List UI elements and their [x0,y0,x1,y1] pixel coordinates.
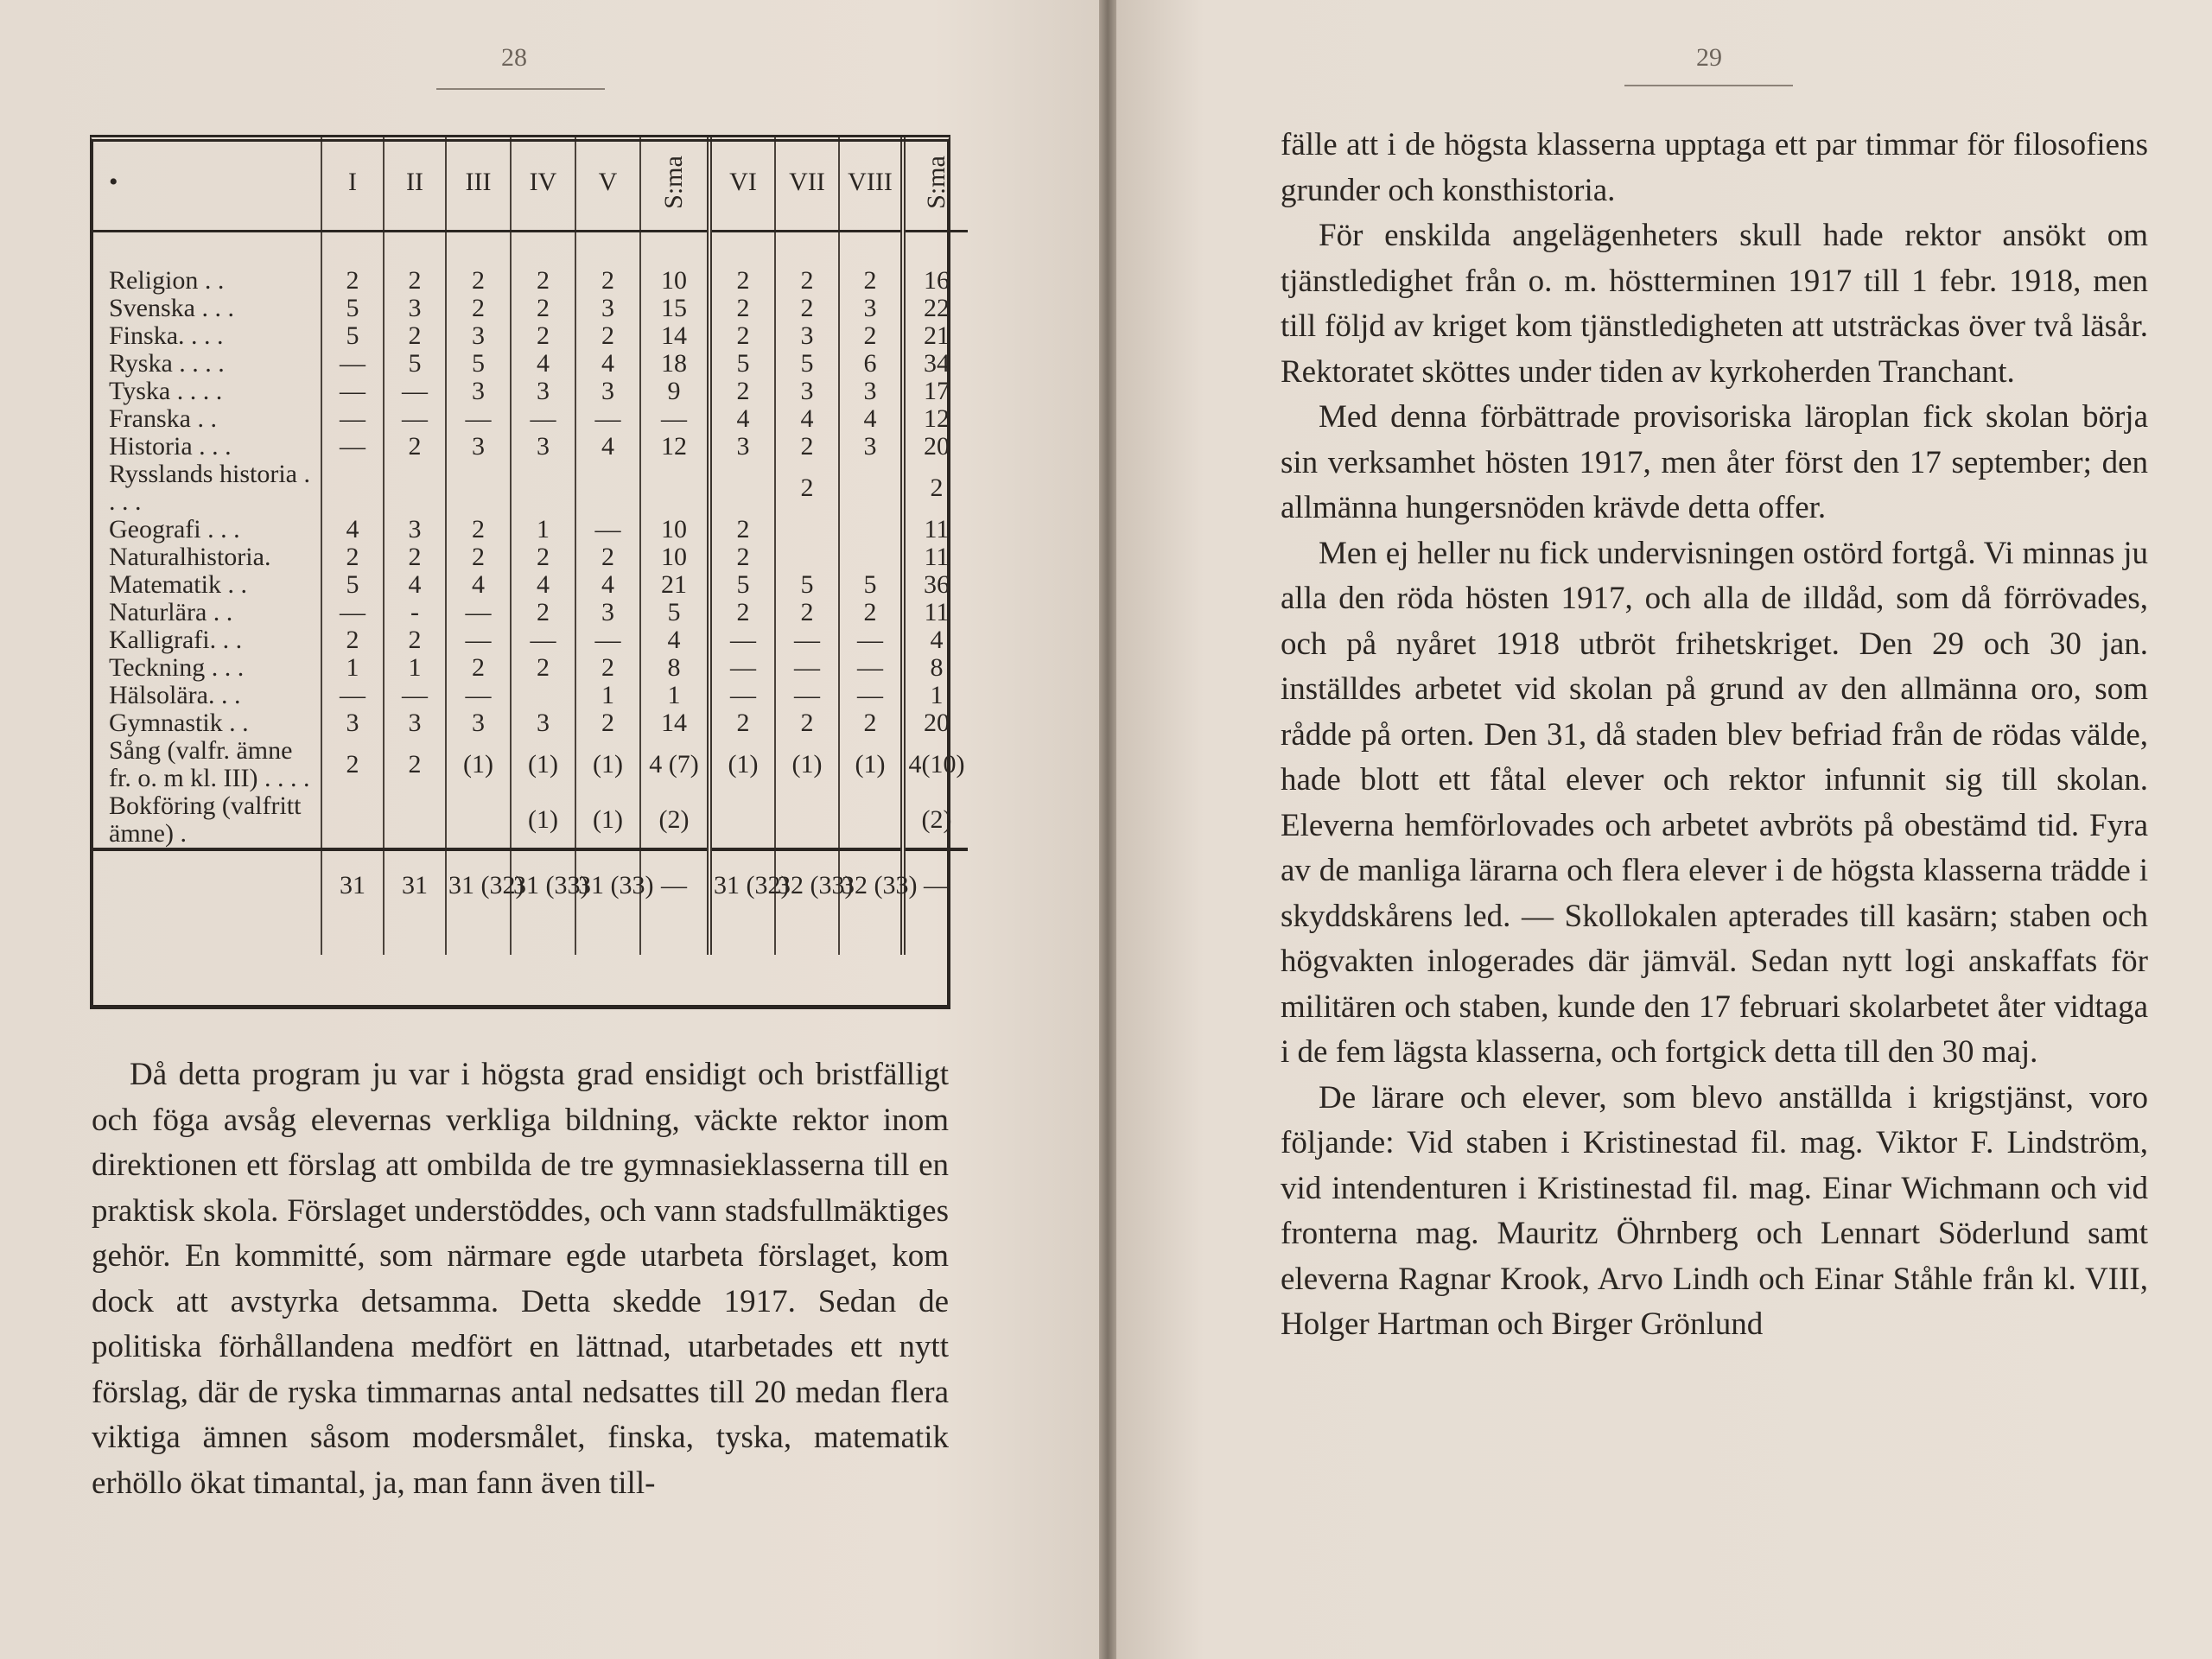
hours-cell: 2 [575,654,640,682]
hours-cell [640,461,709,516]
hours-cell [839,461,903,516]
hours-cell: — [446,599,511,626]
hours-cell: 2 [709,267,775,295]
hours-cell: 10 [640,267,709,295]
hours-cell: 2 [903,461,968,516]
hours-cell: 11 [903,599,968,626]
hours-cell [839,516,903,543]
hours-cell: 2 [511,599,575,626]
table-total-row [90,849,968,955]
hours-cell: 15 [640,295,709,322]
subject-cell: Hälsolära. . . [109,681,241,709]
hours-cell: 34 [903,350,968,378]
hours-cell: 3 [575,599,640,626]
hours-cell: 3 [384,295,446,322]
paragraph: Då detta program ju var i högsta grad ensidigt och bristfälligt och föga avsåg elevernas verkliga bildning, väckte rektor inom direktionen ett förslag att ombilda de tre gymnasieklasserna till en praktisk skola. Förslaget understöddes, och vann stadsfullmäktiges gehör. En kommitté, som närmare egde utarbeta förslaget, kom dock att avstyrka detsamma. Detta skedde 1917. Sedan de politiska förhållandena medfört en lättnad, utarbetades ett nytt förslag, där de ryska timmarnas antal nedsattes till 20 medan flera viktiga ämnen såsom modersmålet, finska, tyska, matematik erhöllo ökat timantal, ja, man fann även till- [92,1057,949,1501]
hours-cell: (2) [903,792,968,849]
hours-cell: 5 [321,295,384,322]
table-row [90,626,968,654]
hours-cell [575,461,640,516]
hours-cell: 2 [709,516,775,543]
hours-cell: — [709,654,775,682]
hours-cell: 20 [903,709,968,737]
paragraph: För enskilda angelägenheters skull hade rektor ansökt om tjänstledighet från o. m. höstterminen 1917 till 1 febr. 1918, men till följd av kriget kom tjänstledigheten att utsträckas över två läsår. Rektoratet sköttes under tiden av kyrkoherden Tranchant. [1281,218,2148,390]
hours-cell: 16 [903,267,968,295]
total-cell: 31 (32) [709,849,775,955]
hours-cell: 4 [775,405,839,433]
total-label-cell [90,849,321,955]
hours-cell: (1) [575,737,640,792]
hours-cell: 2 [446,543,511,571]
hours-cell: 2 [709,322,775,350]
hours-cell: 2 [321,737,384,792]
hours-cell: 4 [511,350,575,378]
hours-cell [775,516,839,543]
hours-cell [839,543,903,571]
page-rule-right [1624,85,1793,86]
hours-cell: 2 [575,267,640,295]
hours-cell: 3 [384,516,446,543]
hours-cell: — [446,682,511,709]
hours-cell: 14 [640,709,709,737]
hours-cell: 2 [446,654,511,682]
subject-cell: Bokföring (valfritt ämne) . [109,791,302,848]
header-cell: VII [775,135,839,232]
hours-cell: 20 [903,433,968,461]
total-cell: 31 (33) [575,849,640,955]
hours-cell: — [321,350,384,378]
hours-cell: 2 [839,599,903,626]
hours-cell: 3 [775,378,839,405]
hours-cell: 2 [384,267,446,295]
hours-cell: - [384,599,446,626]
hours-cell: — [839,626,903,654]
table-row [90,792,968,849]
hours-cell: 2 [384,626,446,654]
hours-cell: — [321,405,384,433]
hours-cell: 4 [640,626,709,654]
hours-cell: 2 [321,543,384,571]
hours-cell: — [511,405,575,433]
subject-cell: Finska. . . . [109,321,224,350]
hours-cell: 2 [709,709,775,737]
hours-cell [709,792,775,849]
table-header-row [90,135,968,232]
hours-cell: 5 [709,571,775,599]
hours-cell: 3 [321,709,384,737]
page-number-right: 29 [1696,43,1722,72]
hours-cell: 4 [709,405,775,433]
hours-cell: 5 [775,571,839,599]
hours-cell: (1) [775,737,839,792]
left-page [0,0,1099,1659]
hours-cell [321,461,384,516]
table-row [90,516,968,543]
subject-cell: Naturalhistoria. [109,543,271,571]
hours-cell: 2 [321,267,384,295]
subject-cell: Sång (valfr. ämne fr. o. m kl. III) . . . . [109,736,310,792]
hours-cell: 8 [903,654,968,682]
hours-cell: — [321,378,384,405]
hours-cell: 9 [640,378,709,405]
hours-cell: 5 [446,350,511,378]
subject-cell: Matematik . . [109,570,247,599]
hours-cell: 2 [511,543,575,571]
header-cell: III [446,135,511,232]
table-row [90,543,968,571]
hours-cell: — [839,682,903,709]
hours-cell: (2) [640,792,709,849]
hours-cell: 2 [709,378,775,405]
hours-cell: 21 [903,322,968,350]
hours-cell: 4(10) [903,737,968,792]
hours-cell: 1 [575,682,640,709]
hours-cell: — [709,626,775,654]
hours-cell: 5 [839,571,903,599]
hours-cell: 4 [384,571,446,599]
table-row [90,350,968,378]
total-cell: 31 [384,849,446,955]
hours-cell: 1 [903,682,968,709]
subject-cell: Gymnastik . . [109,709,249,737]
subject-cell: Teckning . . . [109,653,245,682]
total-cell: 31 [321,849,384,955]
hours-cell: — [321,433,384,461]
hours-cell: 3 [446,322,511,350]
hours-cell: 5 [709,350,775,378]
hours-cell: (1) [511,792,575,849]
header-cell: IV [511,135,575,232]
hours-cell: 3 [446,709,511,737]
total-cell: 31 (33) [511,849,575,955]
hours-cell: 5 [321,322,384,350]
hours-cell: 2 [839,322,903,350]
hours-cell: 4 [839,405,903,433]
table-row [90,709,968,737]
hours-cell: 2 [839,267,903,295]
total-cell: — [640,849,709,955]
hours-cell: 3 [839,295,903,322]
header-cell: VI [709,135,775,232]
hours-cell: 6 [839,350,903,378]
subject-cell: Naturlära . . [109,598,233,626]
hours-cell: — [446,626,511,654]
header-cell: I [321,135,384,232]
hours-cell: 2 [709,543,775,571]
table-spacer-row [90,232,968,268]
hours-table-wrapper [90,135,965,955]
hours-cell: 5 [384,350,446,378]
hours-cell [446,792,511,849]
hours-cell: — [775,682,839,709]
hours-cell: — [384,682,446,709]
subject-cell: Religion . . [109,266,225,295]
hours-cell [446,461,511,516]
hours-cell: — [575,626,640,654]
hours-cell: (1) [575,792,640,849]
hours-cell: 1 [511,516,575,543]
table-row [90,599,968,626]
hours-cell: 4 [321,516,384,543]
hours-cell: 2 [384,543,446,571]
table-row [90,267,968,295]
hours-cell: — [709,682,775,709]
paragraph: De lärare och elever, som blevo anställda i krigstjänst, voro följande: Vid staben i Kristinestad fil. mag. Viktor F. Lindström, vid intendenturen i Kristinestad fil. mag. Einar Wichmann och vid fronterna mag. Mauritz Öhrnberg och Lennart Söderlund samt eleverna Ragnar Krook, Arvo Lindh och Einar Ståhle från kl. VIII, Holger Hartman och Birger Grönlund [1281,1079,2148,1342]
table-body [90,232,968,850]
hours-cell: 2 [839,709,903,737]
table-row [90,295,968,322]
hours-cell: — [511,626,575,654]
hours-cell: 3 [446,433,511,461]
hours-cell: 2 [446,295,511,322]
hours-cell: 3 [575,378,640,405]
hours-cell: 3 [575,295,640,322]
table-row [90,571,968,599]
hours-cell: — [384,405,446,433]
hours-cell: (1) [446,737,511,792]
hours-cell: — [640,405,709,433]
table-row [90,405,968,433]
hours-cell [384,461,446,516]
hours-cell: — [321,682,384,709]
header-cell: V [575,135,640,232]
hours-cell: 36 [903,571,968,599]
hours-cell: 2 [384,322,446,350]
hours-cell: 12 [903,405,968,433]
hours-cell: 11 [903,516,968,543]
hours-cell: 2 [775,433,839,461]
hours-cell: 3 [775,322,839,350]
table-row [90,322,968,350]
hours-cell: 5 [321,571,384,599]
hours-cell: 2 [384,433,446,461]
hours-cell: 2 [384,737,446,792]
subject-cell: Geografi . . . [109,515,240,543]
hours-cell: 21 [640,571,709,599]
hours-cell: 4 [575,350,640,378]
total-cell: — [903,849,968,955]
hours-cell: 22 [903,295,968,322]
hours-cell: 2 [709,295,775,322]
table-row [90,378,968,405]
header-cell-sum [640,135,709,232]
hours-cell: 3 [839,378,903,405]
hours-cell: 1 [321,654,384,682]
hours-cell: 10 [640,543,709,571]
hours-cell: 4 [575,571,640,599]
hours-cell [384,792,446,849]
hours-cell: 11 [903,543,968,571]
hours-cell: 3 [839,433,903,461]
paragraph: fälle att i de högsta klasserna upptaga ett par timmar för filosofiens grunder och konsthistoria. [1281,127,2148,208]
hours-cell: 2 [775,295,839,322]
hours-cell: — [384,378,446,405]
hours-cell: 2 [511,654,575,682]
hours-cell: 2 [775,599,839,626]
hours-cell: 2 [446,516,511,543]
hours-cell: 5 [775,350,839,378]
hours-cell: 1 [384,654,446,682]
header-sum-label: S:ma [921,156,950,209]
hours-cell: 3 [709,433,775,461]
hours-cell [775,543,839,571]
hours-cell: 12 [640,433,709,461]
hours-cell: 2 [775,461,839,516]
hours-cell: 2 [511,295,575,322]
hours-cell: 8 [640,654,709,682]
hours-cell: (1) [511,737,575,792]
hours-cell: 17 [903,378,968,405]
hours-cell: 3 [511,378,575,405]
hours-cell: 18 [640,350,709,378]
total-cell: 31 (32) [446,849,511,955]
hours-cell: 2 [446,267,511,295]
right-page [1116,0,2212,1659]
hours-cell: — [775,654,839,682]
subject-cell: Tyska . . . . [109,377,223,405]
hours-cell: 2 [321,626,384,654]
table-row [90,737,968,792]
hours-cell: 3 [446,378,511,405]
hours-cell: — [575,516,640,543]
hours-cell: 2 [709,599,775,626]
subject-cell: Franska . . [109,404,217,433]
subject-cell: Rysslands historia . . . . [109,460,310,516]
hours-cell: 4 [446,571,511,599]
header-cell: VIII [839,135,903,232]
hours-cell: 4 (7) [640,737,709,792]
hours-cell: (1) [839,737,903,792]
header-subject-cell: • [90,135,321,232]
hours-cell: 2 [575,543,640,571]
total-cell: 32 (33) [839,849,903,955]
hours-cell: 2 [575,709,640,737]
hours-cell: 5 [640,599,709,626]
paragraph: Med denna förbättrade provisoriska läroplan fick skolan börja sin verksamhet hösten 1917, men åter först den 17 september; den allmänna hungersnöden krävde detta offer. [1281,399,2148,525]
hours-cell: 2 [575,322,640,350]
book-gutter [1099,0,1116,1659]
hours-cell: 4 [575,433,640,461]
hours-cell: 2 [775,709,839,737]
hours-cell: 1 [640,682,709,709]
subject-cell: Kalligrafi. . . [109,626,243,654]
hours-cell: — [321,599,384,626]
hours-cell: — [575,405,640,433]
hours-cell: 14 [640,322,709,350]
left-page-text [92,1052,949,1506]
table-row [90,654,968,682]
header-cell: II [384,135,446,232]
subject-cell: Historia . . . [109,432,232,461]
hours-cell [775,792,839,849]
hours-cell: (1) [709,737,775,792]
hours-cell [709,461,775,516]
page-number-left: 28 [501,43,527,72]
hours-cell: 3 [384,709,446,737]
hours-cell: 4 [511,571,575,599]
table-row [90,682,968,709]
subject-cell: Ryska . . . . [109,349,225,378]
paragraph: Men ej heller nu fick undervisningen ostörd fortgå. Vi minnas ju alla den röda hösten 1917, och alla de illdåd, som då förrövades, och på nyåret 1918 utbröt frihetskriget. Den 29 och 30 jan. inställdes arbetet vid skolan på grund av den allmänna oro, som rådde på orten. Den 31, då staden blev befriad från de rödas välde, hade blott ett fåtal elever och rektor infunnit sig till skolan. Eleverna hemförlovades och arbetet avbröts på obestämd tid. Fyra av de manliga lärarna och flera elever i de högsta klasserna trädde i skyddskårens led. — Skollokalen apterades till kasärn; staben och högvakten inlogerades där jämväl. Sedan nytt logi anskaffats för militären och staben, kunde den 17 februari skolarbetet åter vidtaga i de fem lägsta klasserna, och fortgick detta till den 30 maj. [1281,535,2148,1070]
hours-cell: 3 [511,433,575,461]
hours-table [90,135,968,955]
hours-cell [321,792,384,849]
hours-cell: — [839,654,903,682]
table-row [90,433,968,461]
subject-cell: Svenska . . . [109,294,234,322]
right-page-text [1281,123,2148,1348]
hours-cell: 2 [511,267,575,295]
header-sum-label: S:ma [658,156,688,209]
total-cell: 32 (33) [775,849,839,955]
hours-cell [839,792,903,849]
hours-cell: 4 [903,626,968,654]
hours-cell: 10 [640,516,709,543]
header-cell-sum [903,135,968,232]
hours-cell: 2 [511,322,575,350]
page-rule-left [436,88,605,90]
hours-cell: 2 [775,267,839,295]
table-row [90,461,968,516]
hours-cell: — [775,626,839,654]
hours-cell: 3 [511,709,575,737]
hours-cell: — [446,405,511,433]
hours-cell [511,461,575,516]
hours-cell [511,682,575,709]
